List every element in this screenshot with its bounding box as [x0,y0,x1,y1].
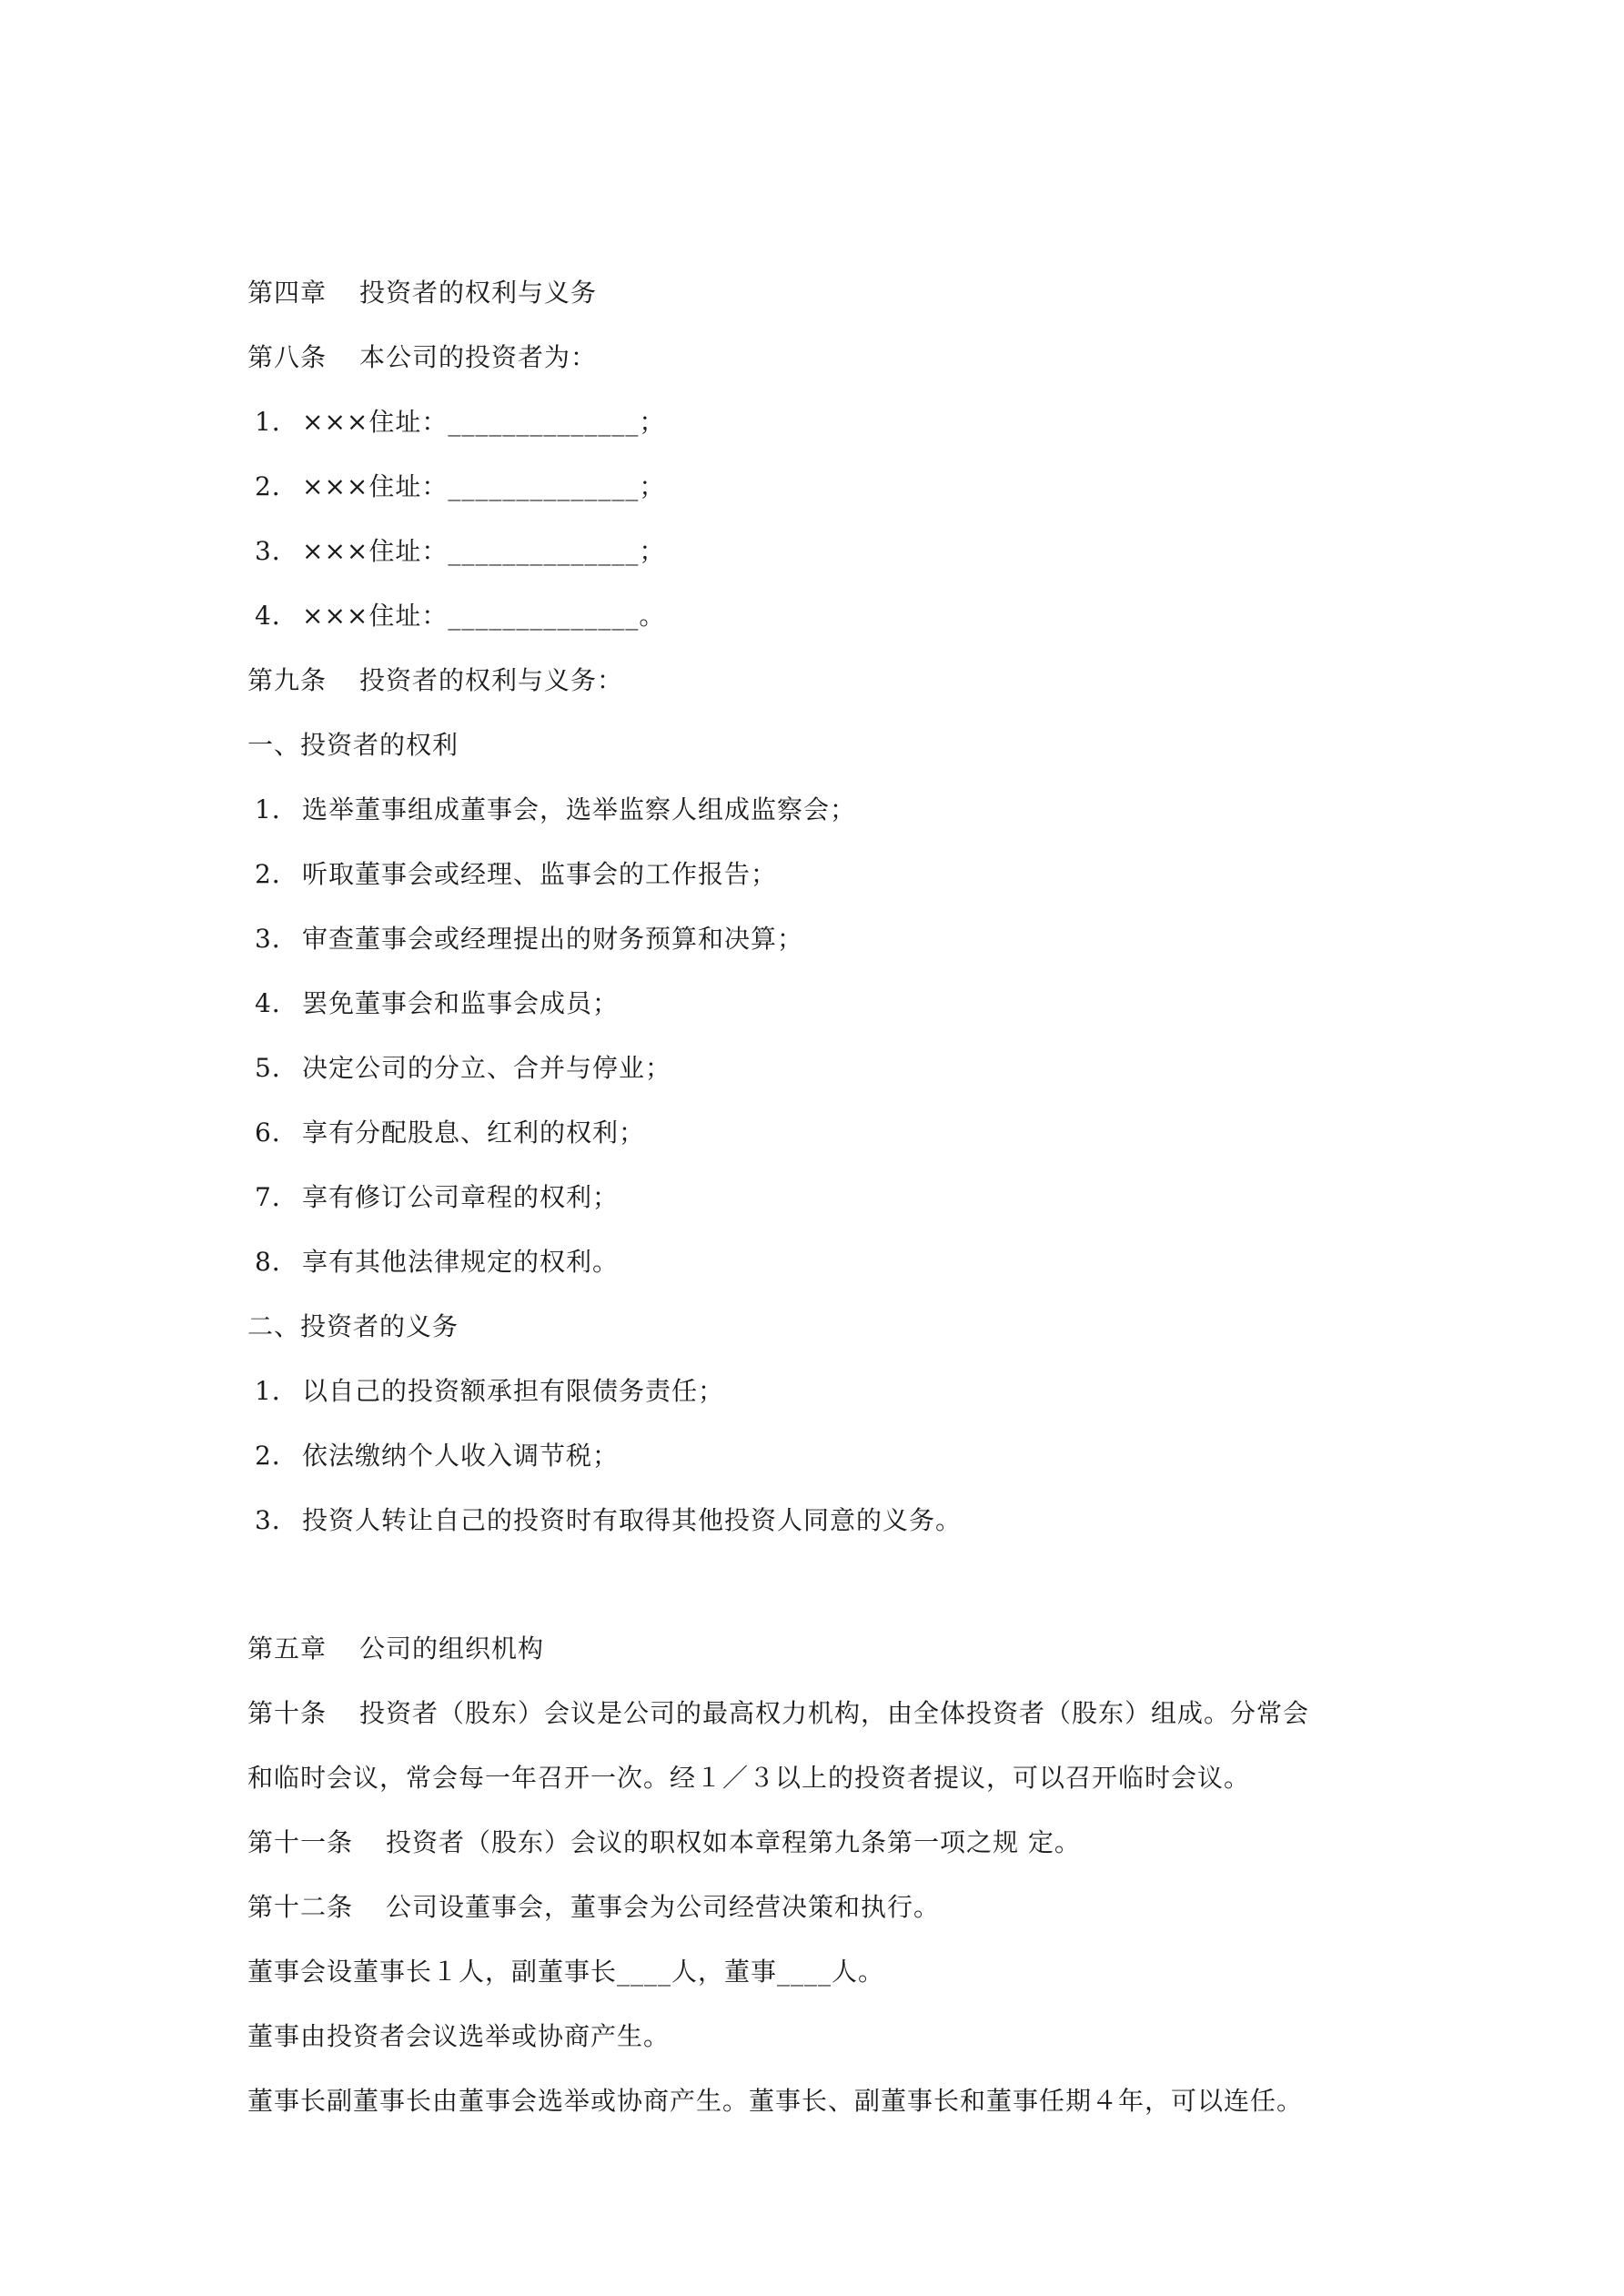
article-12: 第十二条 公司设董事会，董事会为公司经营决策和执行。 [247,1892,941,1922]
rights-item: 3． 审查董事会或经理提出的财务预算和决算； [255,924,804,954]
article-9: 第九条 投资者的权利与义务： [247,665,624,695]
rights-heading: 一、投资者的权利 [247,730,459,760]
investor-item: 2． ×××住址：______________； [255,471,666,501]
rights-item: 2． 听取董事会或经理、监事会的工作报告； [255,859,778,889]
chapter-4-heading: 第四章 投资者的权利与义务 [247,278,598,308]
duties-heading: 二、投资者的义务 [247,1311,459,1341]
rights-item: 6． 享有分配股息、红利的权利； [255,1118,646,1148]
chapter-5-heading: 第五章 公司的组织机构 [247,1633,545,1664]
duties-item: 1． 以自己的投资额承担有限债务责任； [255,1376,725,1406]
article-12-chairman-term: 董事长副董事长由董事会选举或协商产生。董事长、副董事长和董事任期４年，可以连任。 [247,2086,1304,2116]
article-12-board-composition: 董事会设董事长１人，副董事长____人，董事____人。 [247,1957,885,1987]
article-12-director-election: 董事由投资者会议选举或协商产生。 [247,2021,671,2051]
rights-item: 5． 决定公司的分立、合并与停业； [255,1053,672,1083]
article-10-line-2: 和临时会议，常会每一年召开一次。经１／３以上的投资者提议，可以召开临时会议。 [247,1763,1251,1793]
investor-item: 4． ×××住址：______________。 [255,601,666,631]
rights-item: 7． 享有修订公司章程的权利； [255,1182,620,1212]
article-10-line-1: 第十条 投资者（股东）会议是公司的最高权力机构，由全体投资者（股东）组成。分常会 [247,1698,1310,1728]
rights-item: 8． 享有其他法律规定的权利。 [255,1247,620,1277]
rights-item: 4． 罢免董事会和监事会成员； [255,988,620,1018]
rights-item: 1． 选举董事组成董事会，选举监察人组成监察会； [255,794,857,824]
article-8: 第八条 本公司的投资者为： [247,342,598,372]
duties-item: 2． 依法缴纳个人收入调节税； [255,1441,620,1471]
investor-item: 1． ×××住址：______________； [255,407,666,437]
investor-item: 3． ×××住址：______________； [255,536,666,566]
duties-item: 3． 投资人转让自己的投资时有取得其他投资人同意的义务。 [255,1505,963,1535]
article-11: 第十一条 投资者（股东）会议的职权如本章程第九条第一项之规 定。 [247,1827,1081,1857]
